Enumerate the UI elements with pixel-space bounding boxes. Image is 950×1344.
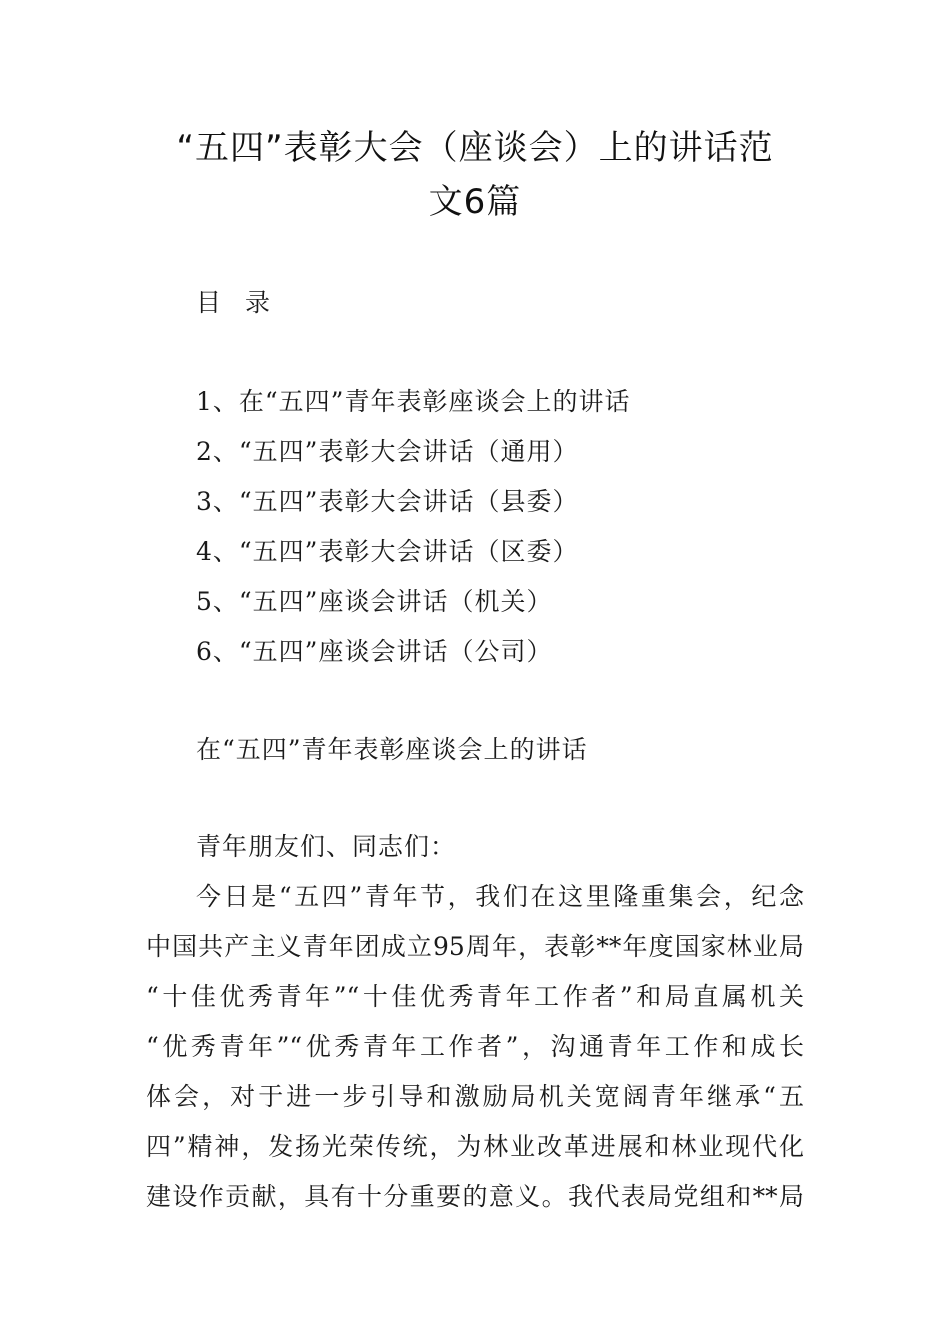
body-line-5: 体会，对于进一步引导和激励局机关宽阔青年继承“五	[146, 1082, 804, 1111]
toc-item-6: 6、“五四”座谈会讲话（公司）	[196, 637, 553, 666]
body-line-2: 中国共产主义青年团成立95周年，表彰**年度国家林业局	[146, 932, 804, 961]
salutation: 青年朋友们、同志们：	[196, 832, 457, 861]
toc-item-2: 2、“五四”表彰大会讲话（通用）	[196, 437, 579, 466]
toc-item-1: 1、在“五四”青年表彰座谈会上的讲话	[196, 387, 631, 416]
toc-item-4: 4、“五四”表彰大会讲话（区委）	[196, 537, 579, 566]
document-title-line-2: 文6篇	[428, 182, 522, 222]
body-line-7: 建设作贡献，具有十分重要的意义。我代表局党组和**局	[146, 1182, 804, 1211]
document-title-line-1: “五四”表彰大会（座谈会）上的讲话范	[176, 128, 774, 168]
body-line-4: “优秀青年”“优秀青年工作者”，沟通青年工作和成长	[146, 1032, 804, 1061]
toc-item-5: 5、“五四”座谈会讲话（机关）	[196, 587, 553, 616]
body-line-6: 四”精神，发扬光荣传统，为林业改革进展和林业现代化	[146, 1132, 804, 1161]
body-line-1: 今日是“五四”青年节，我们在这里隆重集会，纪念	[196, 882, 804, 911]
body-line-3: “十佳优秀青年”“十佳优秀青年工作者”和局直属机关	[146, 982, 804, 1011]
toc-item-3: 3、“五四”表彰大会讲话（县委）	[196, 487, 579, 516]
section-title: 在“五四”青年表彰座谈会上的讲话	[196, 735, 588, 764]
toc-heading: 目 录	[196, 288, 278, 317]
